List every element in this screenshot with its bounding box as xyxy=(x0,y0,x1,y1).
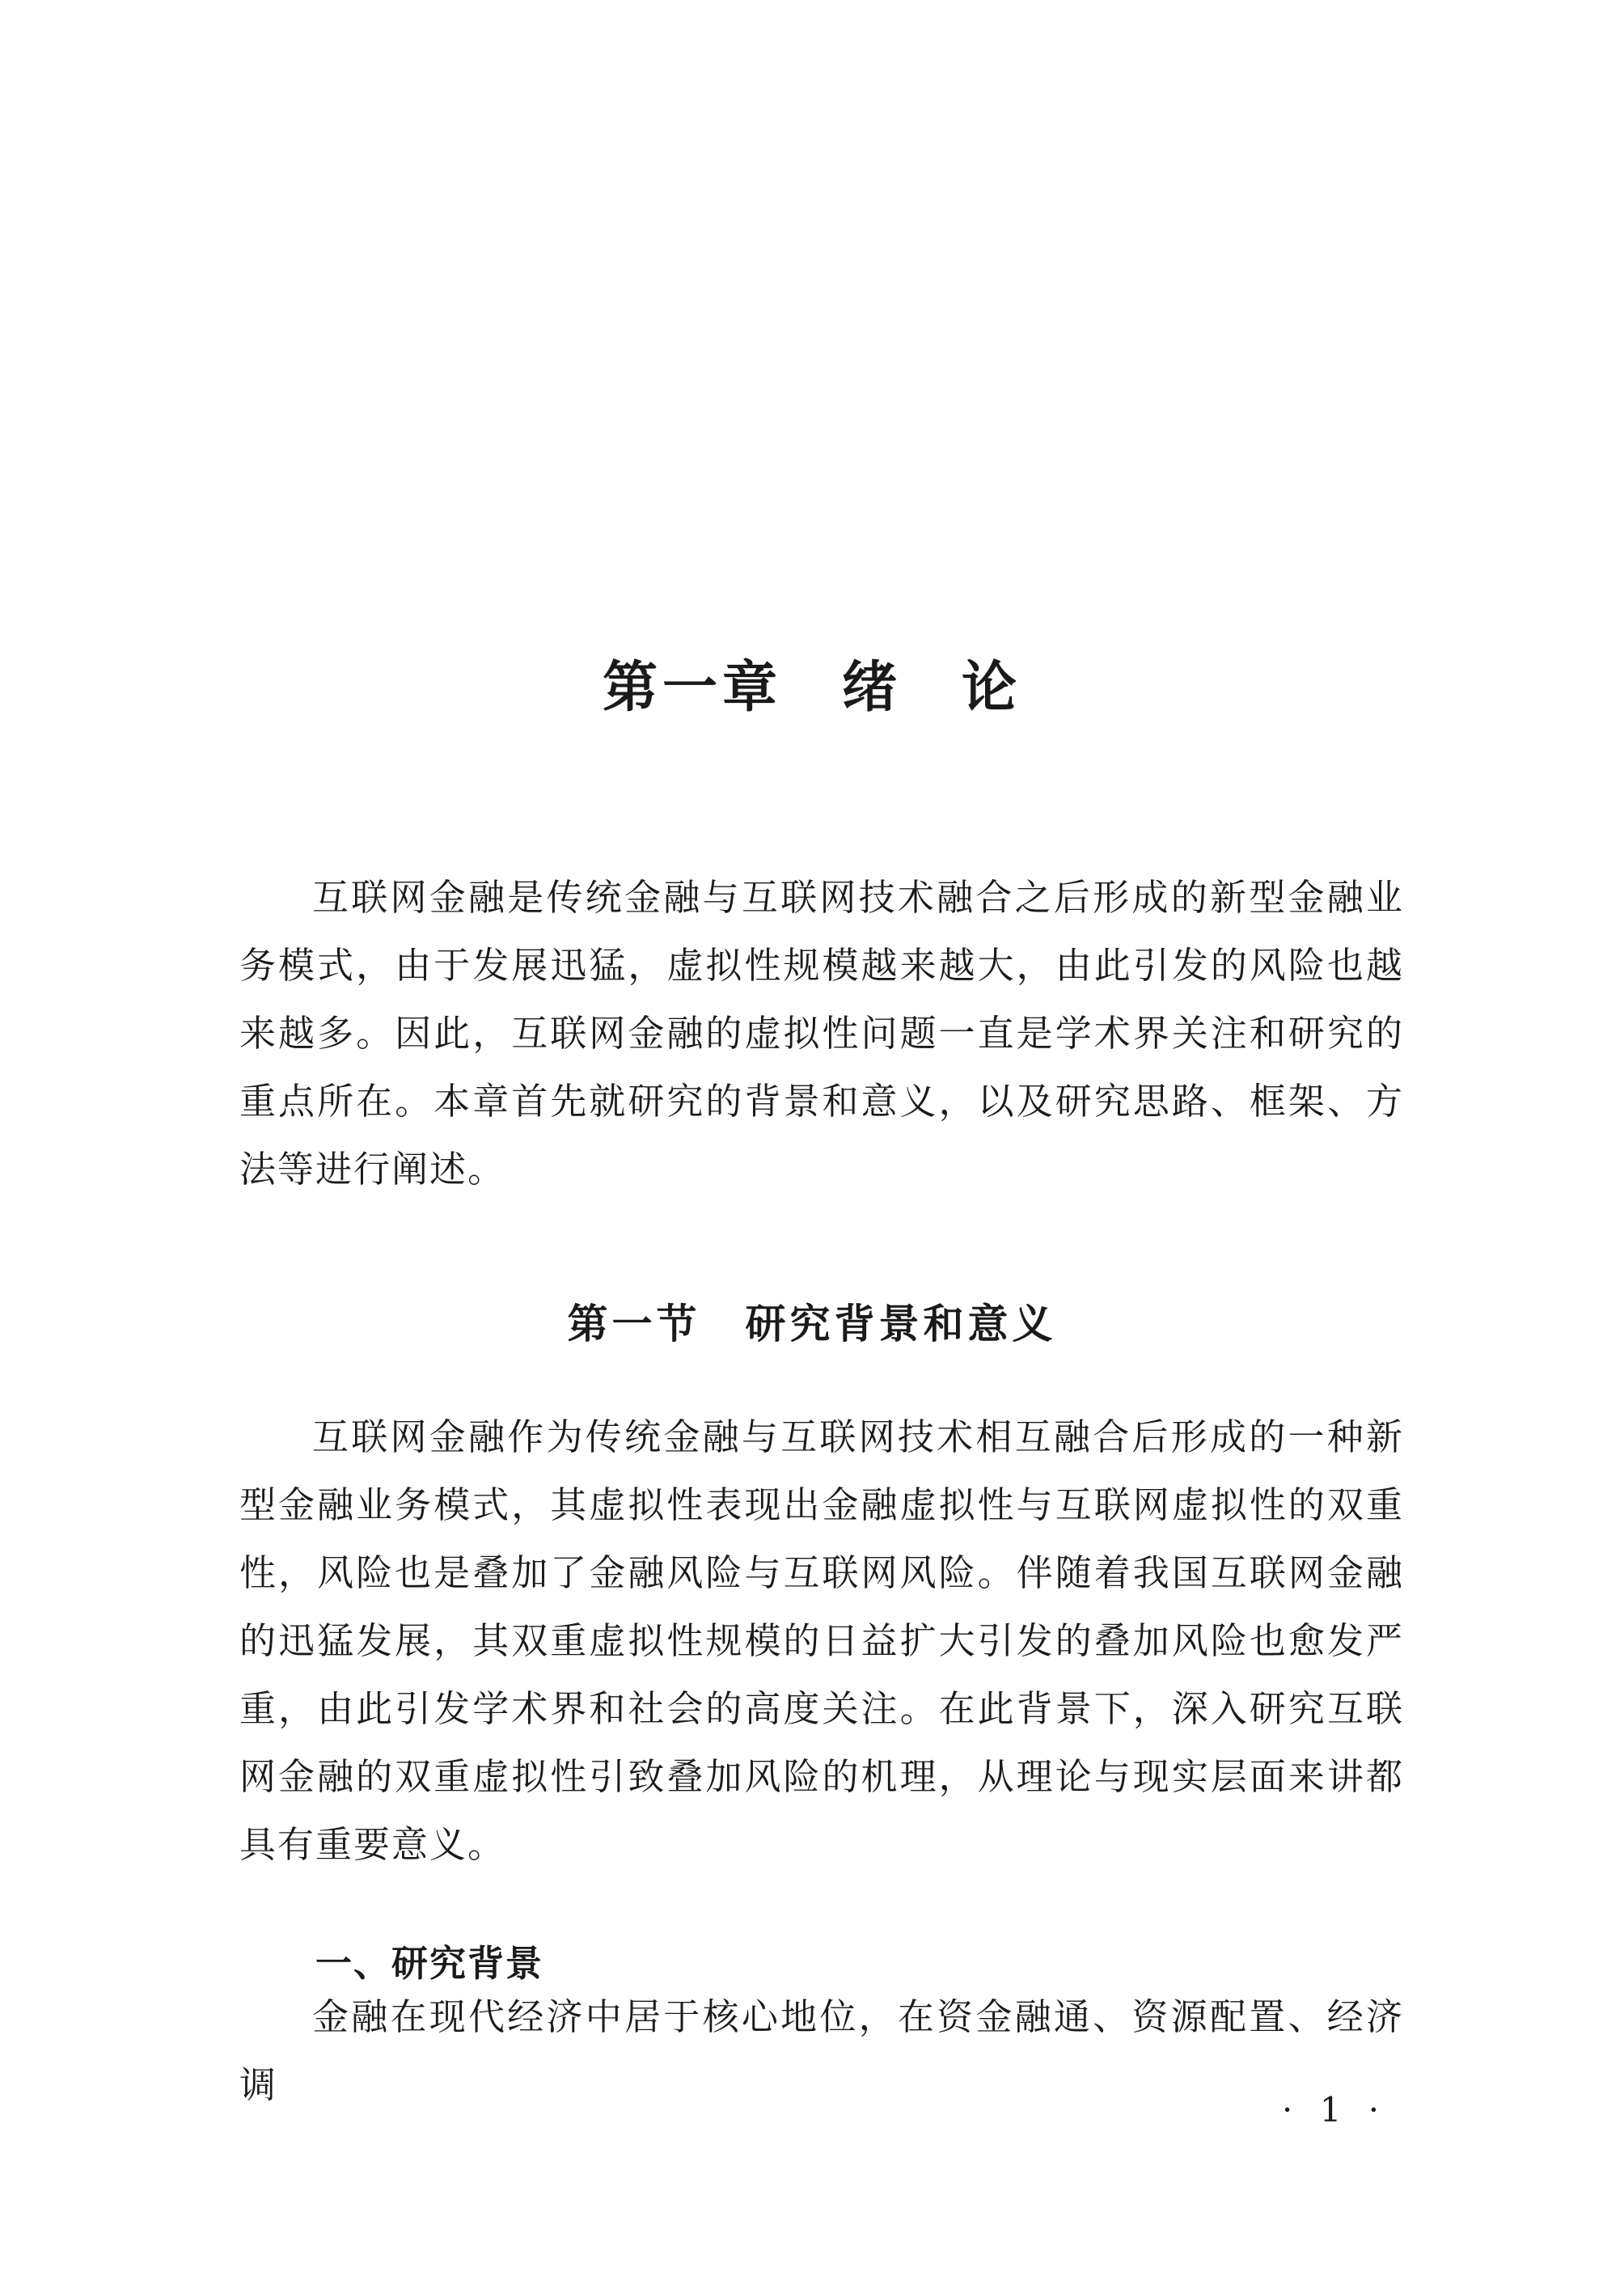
background-paragraph: 金融在现代经济中居于核心地位，在资金融通、资源配置、经济调 xyxy=(239,1995,1404,2106)
subsection-heading: 一、研究背景 xyxy=(315,1942,544,1985)
section-paragraph: 互联网金融作为传统金融与互联网技术相互融合后形成的一种新型金融业务模式，其虚拟性表现出金融虚拟性与互联网虚拟性的双重性，风险也是叠加了金融风险与互联网风险。伴随着我国互联网金融的迅猛发展，其双重虚拟性规模的日益扩大引发的叠加风险也愈发严重，由此引发学术界和社会的高度关注。在此背景下，深入研究互联网金融的双重虚拟性引致叠加风险的机理，从理论与现实层面来讲都具有重要意义。 xyxy=(239,1415,1404,1866)
intro-paragraph: 互联网金融是传统金融与互联网技术融合之后形成的新型金融业务模式，由于发展迅猛，虚拟性规模越来越大，由此引发的风险也越来越多。因此，互联网金融的虚拟性问题一直是学术界关注和研究的重点所在。本章首先就研究的背景和意义，以及研究思路、框架、方法等进行阐述。 xyxy=(239,876,1404,1191)
chapter-title: 第一章 绪 论 xyxy=(602,654,1021,720)
page-number: · 1 · xyxy=(1282,2090,1388,2130)
section-title: 第一节 研究背景和意义 xyxy=(567,1299,1057,1347)
